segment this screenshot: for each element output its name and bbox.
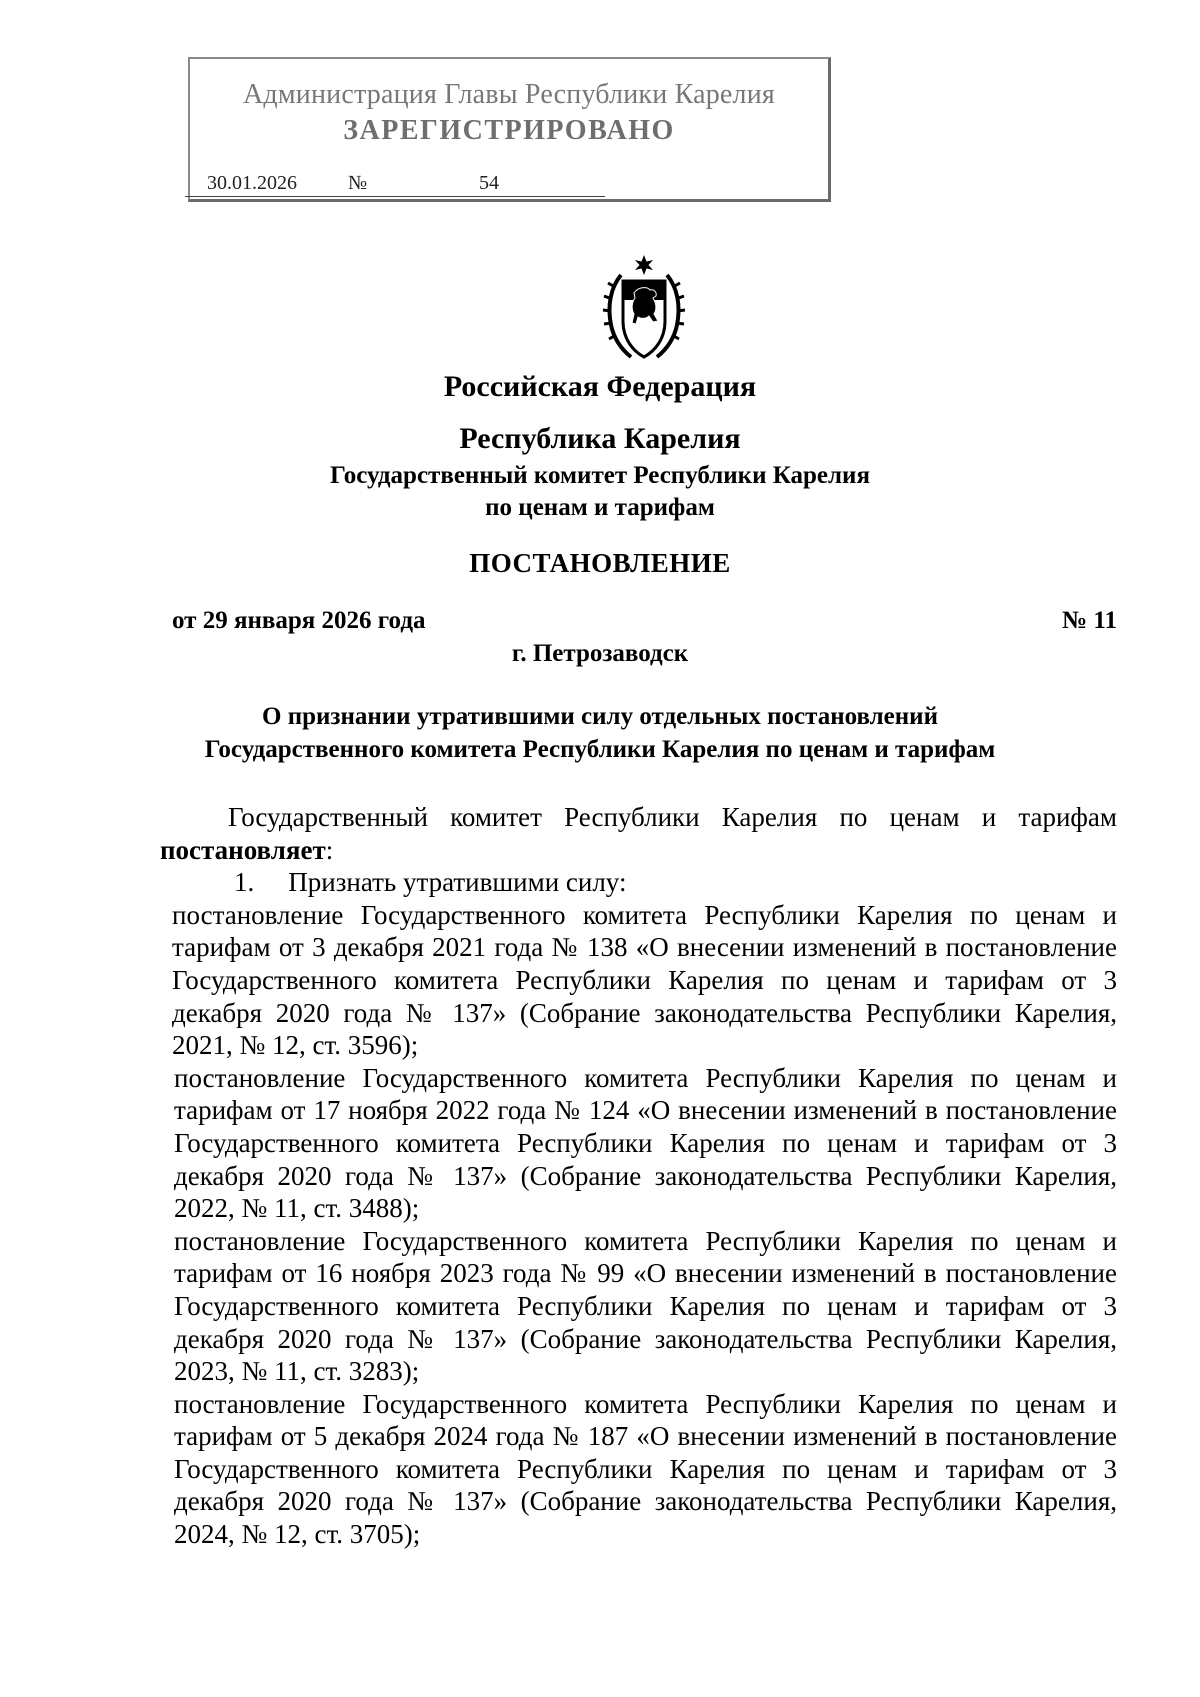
- intro-colon: :: [325, 834, 334, 865]
- republic-title: Республика Карелия: [459, 422, 741, 455]
- committee-title-line1: Государственный комитет Республики Карелия: [330, 462, 870, 489]
- stamp-registration-line: [185, 172, 605, 197]
- document-date: от 29 января 2026 года: [172, 607, 426, 634]
- repealed-act: постановление Государственного комитета Республики Карелия по ценам и тарифам от 16 ноября 2023 года № 99 «О внесении изменений в постановление Государственного комитета Республики Карелия по ценам и тарифам от 3 декабря 2020 года № 137» (Собрание законодательства Республики Карелия, 2023, № 11, ст. 3283);: [174, 1225, 1117, 1387]
- stamp-organization: Администрация Главы Республики Карелия: [243, 79, 775, 110]
- item-1-number: 1.: [234, 867, 255, 898]
- document-city: г. Петрозаводск: [511, 640, 689, 667]
- federation-title: Российская Федерация: [443, 370, 757, 403]
- document-subject-line1: О признании утратившими силу отдельных постановлений: [262, 703, 938, 730]
- item-1: [160, 866, 1117, 899]
- item-1-text: Признать утратившими силу:: [288, 867, 627, 898]
- stamp-date: 30.01.2026: [207, 172, 297, 194]
- registration-stamp: [188, 57, 831, 202]
- intro-paragraph: [160, 801, 1117, 866]
- committee-title-line2: по ценам и тарифам: [485, 494, 715, 521]
- document-type: ПОСТАНОВЛЕНИЕ: [469, 548, 731, 578]
- document-body: [160, 801, 1117, 1551]
- intro-text: Государственный комитет Республики Карелия по ценам и тарифам: [228, 802, 1117, 832]
- intro-verb: постановляет: [160, 834, 326, 865]
- emblem-bear: [632, 288, 658, 324]
- karelia-coat-of-arms-icon: [601, 253, 687, 363]
- repealed-act: постановление Государственного комитета Республики Карелия по ценам и тарифам от 5 декабря 2024 года № 187 «О внесении изменений в постановление Государственного комитета Республики Карелия по ценам и тарифам от 3 декабря 2020 года № 137» (Собрание законодательства Республики Карелия, 2024, № 12, ст. 3705);: [174, 1388, 1117, 1550]
- stamp-status: ЗАРЕГИСТРИРОВАНО: [343, 115, 675, 146]
- document-subject-line2: Государственного комитета Республики Карелия по ценам и тарифам: [204, 736, 996, 763]
- stamp-number-sign: №: [348, 172, 368, 194]
- repealed-act: постановление Государственного комитета Республики Карелия по ценам и тарифам от 17 ноября 2022 года № 124 «О внесении изменений в постановление Государственного комитета Республики Карелия по ценам и тарифам от 3 декабря 2020 года № 137» (Собрание законодательства Республики Карелия, 2022, № 11, ст. 3488);: [174, 1062, 1117, 1224]
- repealed-act: постановление Государственного комитета Республики Карелия по ценам и тарифам от 3 декабря 2021 года № 138 «О внесении изменений в постановление Государственного комитета Республики Карелия по ценам и тарифам от 3 декабря 2020 года № 137» (Собрание законодательства Республики Карелия, 2021, № 12, ст. 3596);: [172, 899, 1117, 1061]
- emblem-star: [635, 255, 653, 275]
- stamp-number: 54: [479, 172, 499, 194]
- document-number: № 11: [1062, 607, 1117, 634]
